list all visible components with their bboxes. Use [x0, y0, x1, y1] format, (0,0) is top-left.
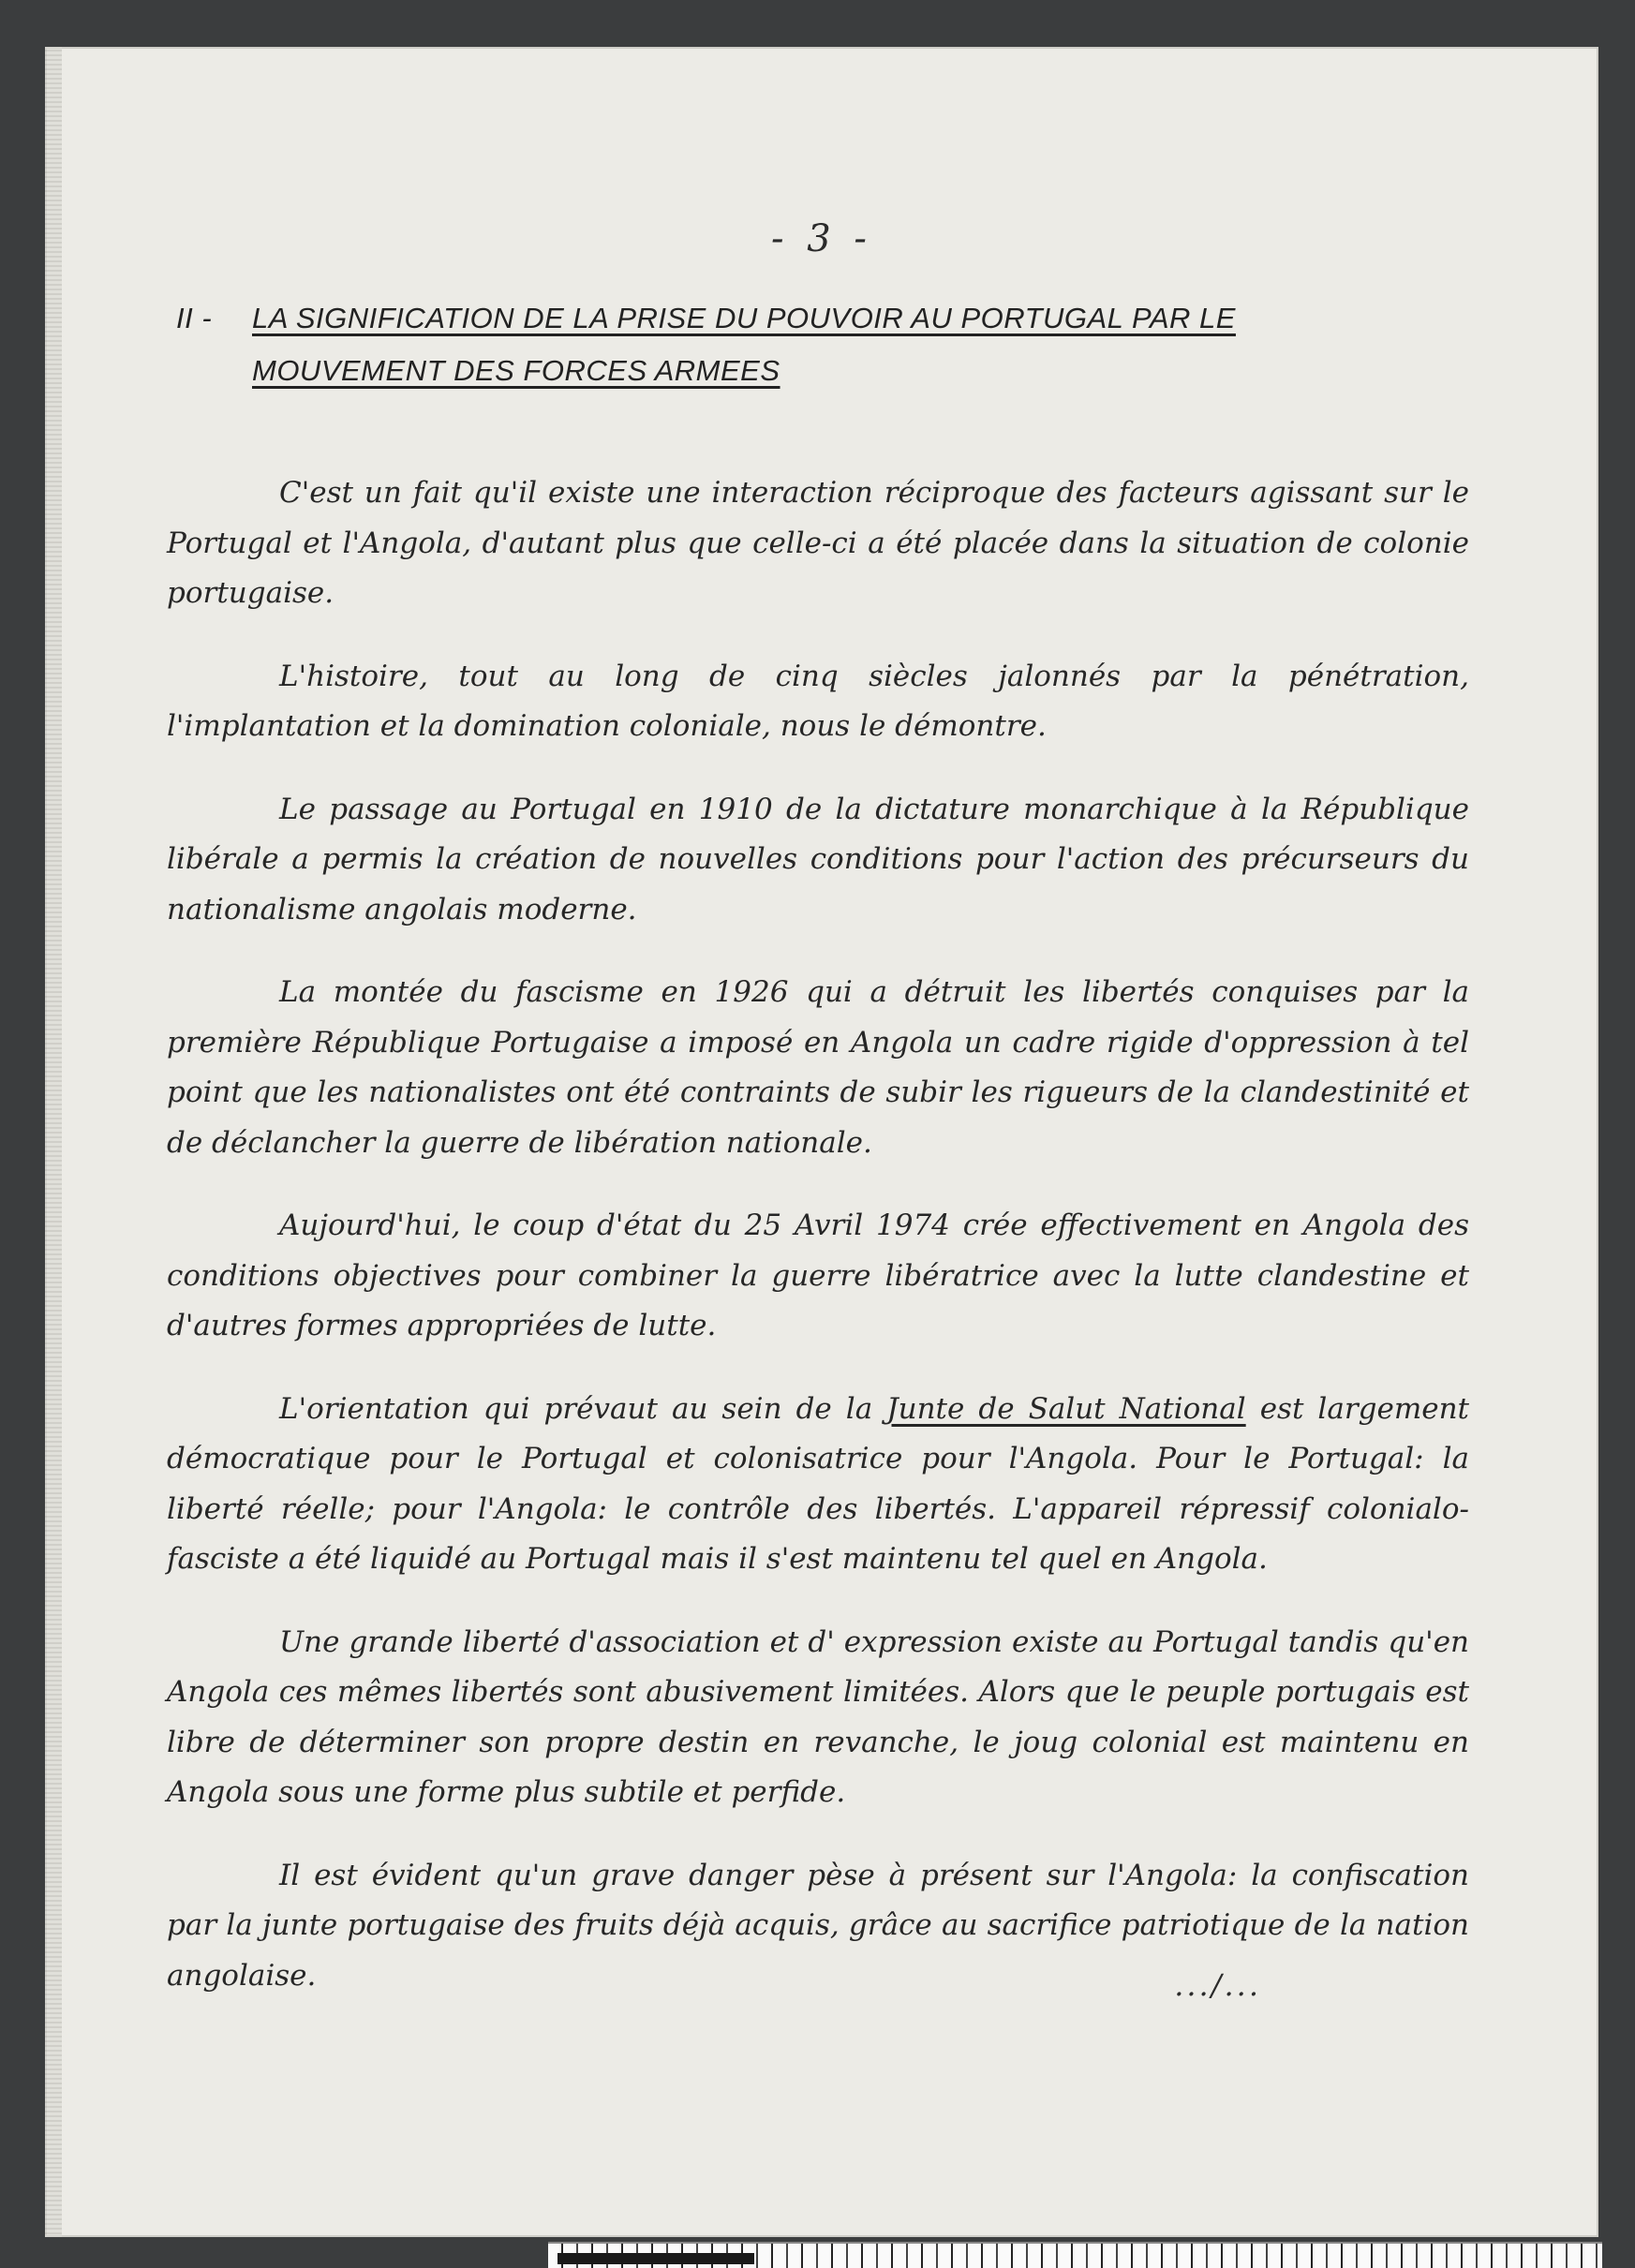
paragraph-4: La montée du fascisme en 1926 qui a détruit les libertés conquises par la première République Portugaise a imposé en Angola un cadre rigide d'oppression à tel point que les nationalistes ont été contraints de subir les rigueurs de la clandestinité et de déclancher la guerre de libération nationale.	[167, 975, 1469, 1160]
section-title: LA SIGNIFICATION DE LA PRISE DU POUVOIR AU PORTUGAL PAR LE MOUVEMENT DES FORCES ARMEES	[252, 302, 1236, 387]
paragraph-6-end: est largement démocratique pour le Portugal et colonisatrice pour l'Angola. Pour le Portugal: la liberté réelle; pour l'Angola: le contrôle des libertés. L'appareil répressif colonialo-fasciste a été liquidé au Portugal mais il s'est maintenu tel quel en Angola.	[167, 1391, 1469, 1576]
paragraph-7: Une grande liberté d'association et d' expression existe au Portugal tandis qu'en Angola ces mêmes libertés sont abusivement limitées. Alors que le peuple portugais est libre de déterminer son propre destin en revanche, le joug colonial est maintenu en Angola sous une forme plus subtile et perfide.	[167, 1624, 1469, 1809]
continuation-mark: .../...	[1174, 1967, 1261, 2003]
section-heading	[176, 292, 1347, 397]
section-number: II -	[176, 302, 213, 334]
paragraph-2: L'histoire, tout au long de cinq siècles jalonnés par la pénétration, l'implantation et la domination coloniale, nous le démontre.	[167, 659, 1469, 743]
paragraph-1: C'est un fait qu'il existe une interaction réciproque des facteurs agissant sur le Portugal et l'Angola, d'autant plus que celle-ci a été placée dans la situation de colonie portugaise.	[167, 476, 1469, 610]
paragraph-3: Le passage au Portugal en 1910 de la dictature monarchique à la République libérale a permis la création de nouvelles conditions pour l'action des précurseurs du nationalisme angolais moderne.	[167, 792, 1469, 926]
junta-name: Junte de Salut National	[886, 1391, 1246, 1426]
body-text	[167, 468, 1469, 2034]
paragraph-6-start: L'orientation qui prévaut au sein de la	[279, 1391, 887, 1426]
paragraph-5: Aujourd'hui, le coup d'état du 25 Avril 1974 crée effectivement en Angola des conditions objectives pour combiner la guerre libératrice avec la lutte clandestine et d'autres formes appropriées de lutte.	[167, 1208, 1469, 1342]
binding-edge	[45, 47, 62, 2237]
document-page	[45, 47, 1598, 2237]
paragraph-8: Il est évident qu'un grave danger pèse à présent sur l'Angola: la confiscation par la junte portugaise des fruits déjà acquis, grâce au sacrifice patriotique de la nation angolaise.	[167, 1858, 1469, 1993]
page-number: - 3 -	[771, 217, 872, 260]
scale-ruler-bar	[557, 2253, 754, 2264]
paragraph-6	[167, 1385, 1469, 1585]
